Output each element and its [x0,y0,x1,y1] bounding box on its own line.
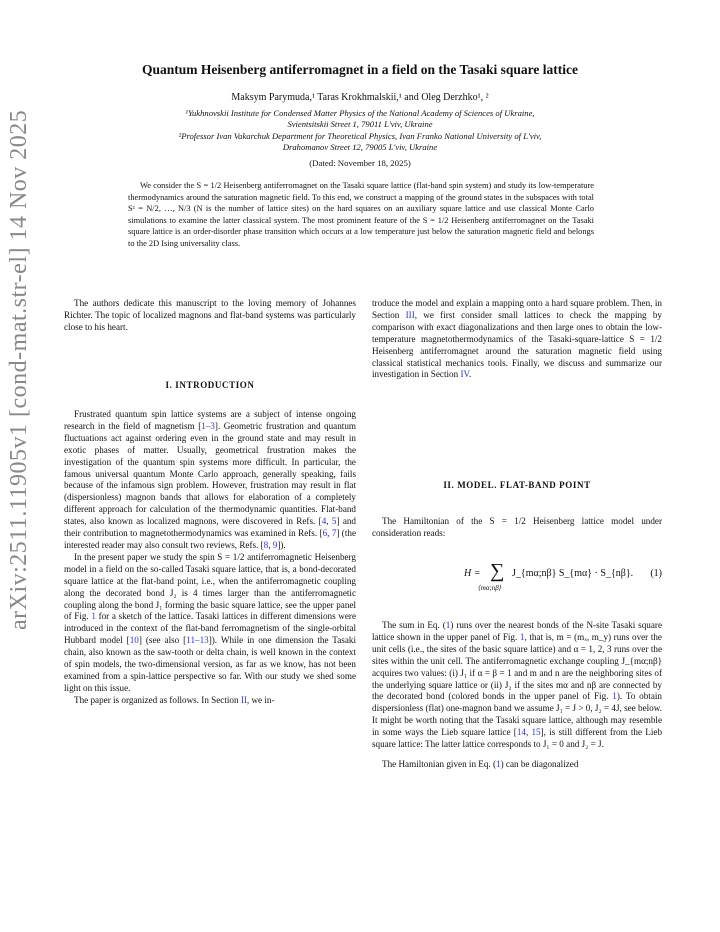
section-link[interactable]: II [240,694,247,705]
section-heading-introduction: I. INTRODUCTION [165,380,255,390]
citation-link[interactable]: 9 [272,539,278,550]
left-column [64,298,356,334]
dated-line: (Dated: November 18, 2025) [309,158,411,168]
intro-body [64,409,356,707]
citation-link[interactable]: 7 [331,528,337,539]
section-heading-model: II. MODEL. FLAT-BAND POINT [443,480,591,490]
equation-link[interactable]: 1 [496,758,501,769]
citation-link[interactable]: 11–13 [186,635,209,646]
model-body [372,620,662,771]
paper-title: Quantum Heisenberg antiferromagnet in a field on the Tasaki square lattice [141,62,578,77]
equation-number: (1) [650,568,662,579]
section-link[interactable]: IV [460,369,469,380]
paragraph: Frustrated quantum spin lattice systems are a subject of intense ongoing research in the field of magnetism [1–3]. Geometric frustration and quantum fluctuations act against ordering even in the ground state and may result in exotic phases of matter. Usually, geometrical frustration makes the investigation of the quantum spin systems more difficult. In particular, the famous universal quantum Monte Carlo approach, generally speaking, fails because of the infamous sign problem. However, frustration may result in flat (dispersionless) magnon bands that allows for elaboration of a completely different approach for calculation of the thermodynamic quantities. Flat-band states, also known as localized magnons, were discovered in Refs. [4, 5] and their contribution to magnetothermodynamics was examined in Refs. [6, 7] (the interested reader may also consult two reviews, Refs. [8, 9]). [64,409,356,550]
equation-rhs: J_{mα;nβ} S_{mα} · S_{nβ}. [512,568,634,579]
figure-link[interactable]: 1 [91,611,96,622]
equation-lhs: H = [464,568,481,579]
affiliation-line: Svientsitskii Street 1, 79011 L'viv, Ukraine [287,119,433,129]
equation-link[interactable]: 1 [445,620,451,630]
section-link[interactable]: III [405,309,415,320]
citation-link[interactable]: 8 [263,539,269,550]
affiliation-line: ²Professor Ivan Vakarchuk Department for Theoretical Physics, Ivan Franko National University of L'viv, [178,131,542,141]
sum-subscript: ⟨mα;nβ⟩ [478,584,502,592]
citation-link[interactable]: 15 [531,727,541,738]
arxiv-identifier[interactable] [6,109,46,670]
paragraph: The paper is organized as follows. In Section II, we in- [74,694,275,705]
author-list: Maksym Parymuda,¹ Taras Krokhmalskii,¹ and Oleg Derzhko¹, ² [231,92,489,103]
paragraph: The sum in Eq. (1) runs over the nearest bonds of the N-site Tasaki square lattice shown in the upper panel of Fig. 1, that is, m = (mₓ, m_y) runs over the unit cells (i.e., the sites of the basic square lattice) and α = 1, 2, 3 runs over the sites within the unit cell. The antiferromagnetic exchange coupling J_{mα;nβ} acquires two values: (i) J₁ if α = β = 1 and m and n are the neighboring sites of the underlying square lattice or (ii) J₂ if the sites mα and nβ are connected by the decorated bond (colored bonds in the upper panel of Fig. 1). To obtain dispersionless (flat) one-magnon band we assume J₁ = J > 0, J₂ = 4J, see below. It might be worth noting that the Tasaki square lattice, although may resemble in some ways the Lieb square lattice [14, 15], is still different from the Lieb square lattice: The latter lattice corresponds to J₁ = 0 and J₂ = J. [372,620,663,750]
citation-link[interactable]: 1–3 [201,420,215,431]
equation-1 [372,560,662,596]
citation-link[interactable]: 10 [129,635,139,646]
sum-symbol: ∑ [490,560,505,582]
citation-link[interactable]: 14 [516,727,526,738]
citation-link[interactable]: 5 [331,516,337,527]
paragraph: The Hamiltonian of the S = 1/2 Heisenberg lattice model under consideration reads: [372,516,662,538]
affiliation-line: Drahomanov Street 12, 79005 L'viv, Ukraine [282,142,438,152]
paragraph: The Hamiltonian given in Eq. (1) can be diagonalized [382,758,579,769]
paragraph: In the present paper we study the spin S = 1/2 antiferromagnetic Heisenberg model in a field on the so-called Tasaki square lattice, that is, a bond-decorated square lattice at the flat-band point, i.e., when the antiferromagnetic coupling along the decorated bond J₂ is 4 times larger than the antiferromagnetic coupling along the bond J₁ forming the basic square lattice, see the upper panel of Fig. 1 for a sketch of the lattice. Tasaki lattices in different dimensions were introduced in the context of the flat-band ferromagnetism of the single-orbital Hubbard model [10] (see also [11–13]). While in one dimension the Tasaki chain, also known as the saw-tooth or delta chain, is well known in the context of spin models, the two-dimensional version, as far as we know, has not been examined from a spin-lattice perspective so far. With our study we shed some light on this issue. [64,551,356,693]
dedication-paragraph: The authors dedicate this manuscript to the loving memory of Johannes Richter. The topic of localized magnons and flat-band systems was particularly close to his heart. [64,298,356,332]
citation-link[interactable]: 4 [321,516,327,527]
figure-link[interactable]: 1 [519,631,525,642]
affiliation-line: ¹Yukhnovskii Institute for Condensed Matter Physics of the National Academy of Sciences of Ukraine, [185,108,535,118]
hamiltonian-intro [372,516,662,540]
arxiv-identifier-text: arXiv:2511.11905v1 [cond-mat.str-el] 14 Nov 2025 [6,109,32,630]
abstract: We consider the S = 1/2 Heisenberg antiferromagnet on the Tasaki square lattice (flat-band spin system) and study its low-temperature thermodynamics around the saturation magnetic field. To this end, we construct a mapping of the ground states in the subspaces with total Sᶻ = N/2, …, N/3 (N is the number of lattice sites) on the hard squares on an auxiliary square lattice and use classical Monte Carlo simulations to examine the latter classical system. The most prominent feature of the S = 1/2 Heisenberg antiferromagnet on the Tasaki square lattice is an order-disorder phase transition which occurs at a low temperature just below the saturation magnetic field and belongs to the 2D Ising universality class. [128,181,594,248]
citation-link[interactable]: 6 [322,528,328,539]
figure-link[interactable]: 1 [612,691,617,702]
paragraph: troduce the model and explain a mapping onto a hard square problem. Then, in Section III, we first consider small lattices to check the mapping by comparison with exact diagonalizations and then large ones to obtain the low-temperature magnetothermodynamics of the Tasaki-square-lattice S = 1/2 Heisenberg antiferromagnet around the saturation magnetic field using classical statistical mechanics tools. Finally, we discuss and summarize our investigation in Section IV. [372,298,662,380]
right-column-top [372,298,662,381]
